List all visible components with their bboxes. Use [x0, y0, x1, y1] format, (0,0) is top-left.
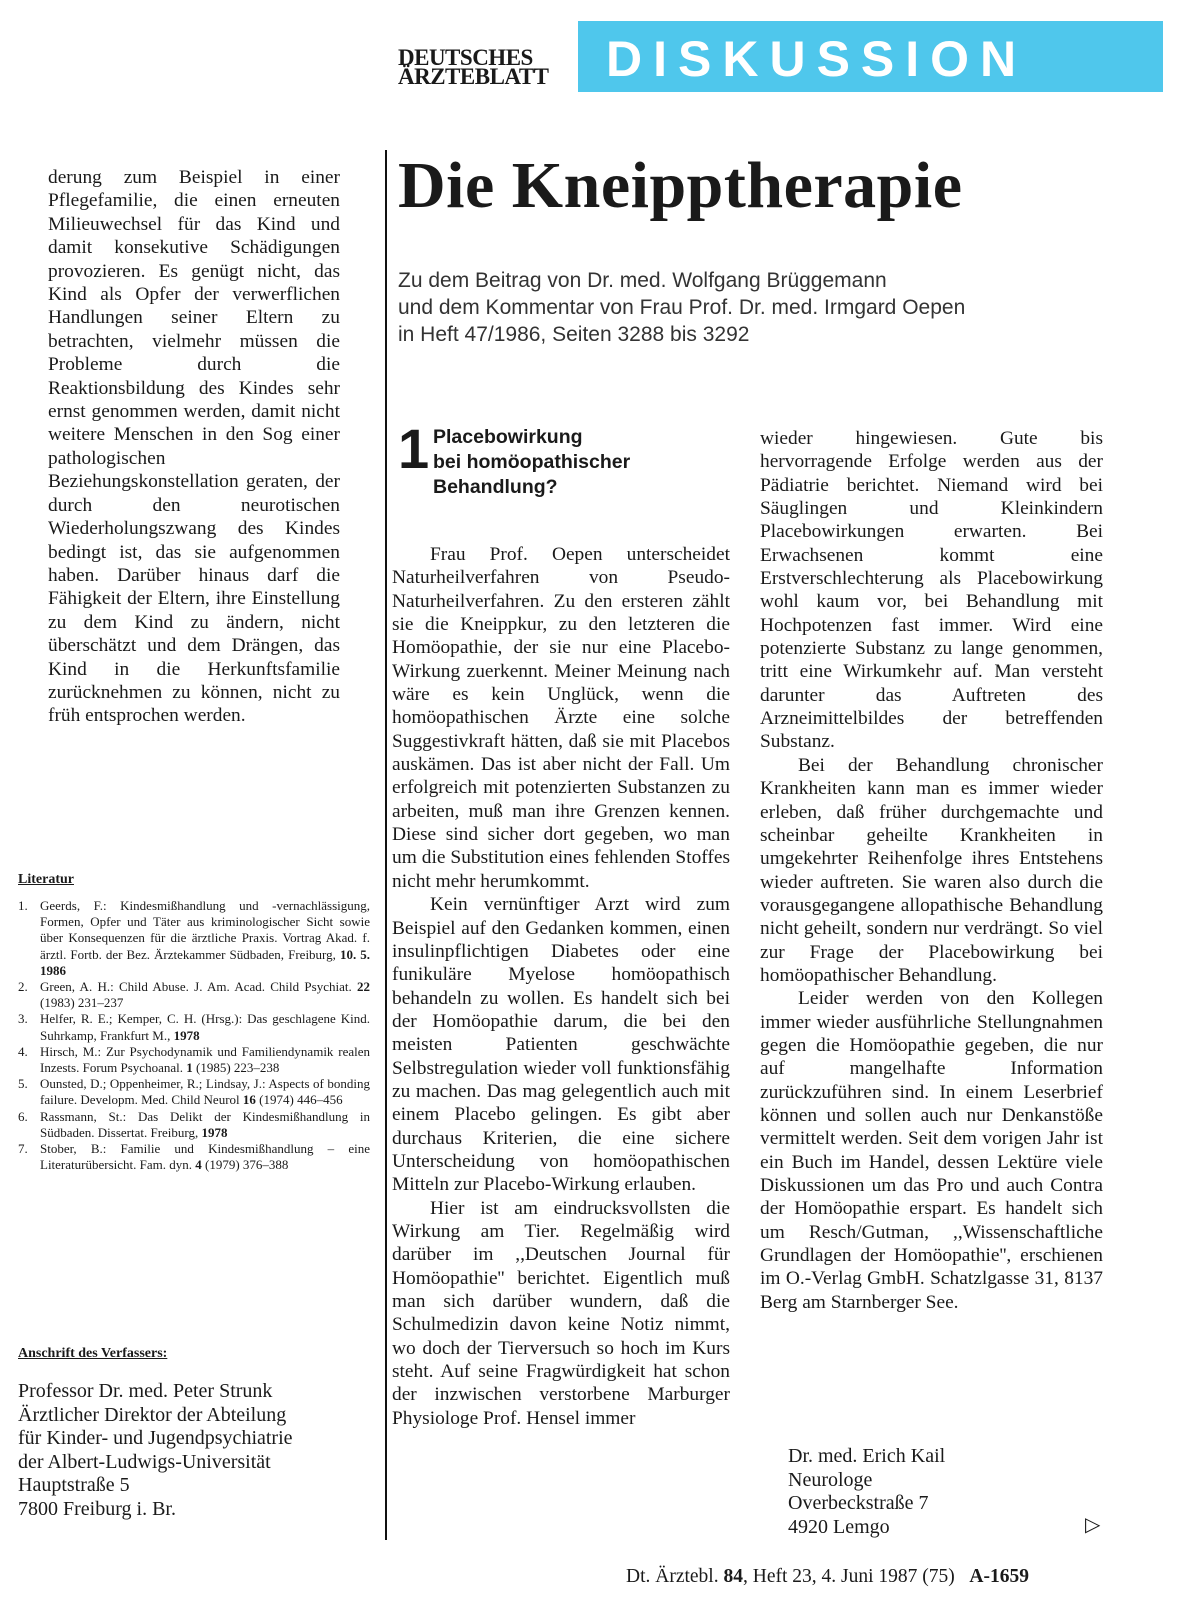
signature-line: Dr. med. Erich Kail	[788, 1445, 946, 1467]
footer-page: A-1659	[969, 1566, 1029, 1587]
reference-text: Rassmann, St.: Das Delikt der Kindesmißhandlung in Südbaden. Dissertat. Freiburg, 1978	[40, 1108, 370, 1140]
reference-list	[18, 898, 370, 1173]
article-column-2	[760, 427, 1103, 1314]
continue-arrow-icon: ▷	[1085, 1514, 1101, 1536]
reference-item	[18, 1076, 370, 1108]
footer-issue: , Heft 23, 4. Juni 1987 (75)	[742, 1566, 955, 1587]
paragraph: Frau Prof. Oepen unterscheidet Naturheilverfahren von Pseudo-Naturheilverfahren. Zu den ersteren zählt sie die Kneippkur, zu den letzteren die Homöopathie, der sie nur eine Placebo-Wirkung zuerkennt. Meiner Meinung nach wäre es kein Unglück, wenn die homöopathischen Ärzte eine solche Suggestivkraft hätten, daß sie mit Placebos auskämen. Das ist aber nicht der Fall. Um erfolgreich mit potenzierten Substanzen zu arbeiten, muß man ihre Grenzen kennen. Diese sind sicher dort gegeben, wo man um die Substitution eines fehlenden Stoffes nicht mehr herumkommt.	[392, 544, 730, 892]
reference-item	[18, 1044, 370, 1076]
letter-signature	[788, 1445, 945, 1539]
left-column	[48, 166, 340, 728]
section-heading-line: bei homöopathischer	[433, 451, 631, 473]
subtitle-line: und dem Kommentar von Frau Prof. Dr. med. Irmgard Oepen	[398, 296, 966, 319]
reference-text: Helfer, R. E.; Kemper, C. H. (Hrsg.): Das geschlagene Kind. Suhrkamp, Frankfurt M., 1978	[40, 1011, 370, 1043]
author-address	[18, 1380, 293, 1522]
reference-item	[18, 1141, 370, 1173]
reference-text: Green, A. H.: Child Abuse. J. Am. Acad. Child Psychiat. 22 (1983) 231–237	[40, 979, 370, 1011]
reference-text: Stober, B.: Familie und Kindesmißhandlung – eine Literaturübersicht. Fam. dyn. 4 (1979) 376–388	[40, 1141, 370, 1173]
paragraph: wieder hingewiesen. Gute bis hervorragende Erfolge werden aus der Pädiatrie berichtet. Niemand wird bei Säuglingen und Kleinkindern Placebowirkungen erwarten. Bei Erwachsenen kommt eine Erstverschlechterung als Placebowirkung wohl kaum vor, bei Behandlung mit Hochpotenzen fast immer. Wird eine potenzierte Substanz zu lange genommen, tritt eine Wirkumkehr auf. Man versteht darunter das Auftreten des Arzneimittelbildes der betreffenden Substanz.	[760, 428, 1103, 753]
article-column-1	[392, 543, 730, 1430]
address-line: Professor Dr. med. Peter Strunk	[18, 1380, 273, 1402]
reference-number: 5.	[18, 1076, 28, 1092]
subtitle-line: in Heft 47/1986, Seiten 3288 bis 3292	[398, 323, 750, 346]
column-divider	[385, 150, 387, 1540]
reference-number: 6.	[18, 1108, 28, 1124]
section-heading-line: Behandlung?	[433, 476, 558, 498]
footer-journal: Dt. Ärztebl.	[626, 1566, 724, 1587]
reference-item	[18, 1109, 370, 1141]
signature-line: Overbeckstraße 7	[788, 1492, 929, 1515]
reference-number: 2.	[18, 979, 28, 995]
address-line: 7800 Freiburg i. Br.	[18, 1497, 176, 1520]
address-heading: Anschrift des Verfassers:	[18, 1346, 168, 1361]
signature-line: Neurologe	[788, 1468, 873, 1491]
reference-text: Ounsted, D.; Oppenheimer, R.; Lindsay, J.: Aspects of bonding failure. Developm. Med. Child Neurol 16 (1974) 446–456	[40, 1076, 370, 1108]
reference-number: 3.	[18, 1011, 28, 1027]
page-footer	[626, 1566, 1029, 1588]
reference-text: Geerds, F.: Kindesmißhandlung und -vernachlässigung, Formen, Opfer und Täter aus kriminologischer Sicht sowie über Konsequenzen für die ärztliche Praxis. Vortrag Akad. f. ärztl. Fortb. der Bez. Ärztekammer Südbaden, Freiburg, 10. 5. 1986	[40, 898, 371, 978]
reference-number: 1.	[18, 898, 28, 913]
reference-item	[18, 979, 370, 1011]
section-heading	[433, 425, 630, 500]
section-number: 1	[398, 417, 430, 480]
reference-text: Hirsch, M.: Zur Psychodynamik und Familiendynamik realen Inzests. Forum Psychoanal. 1 (1985) 223–238	[40, 1043, 370, 1076]
section-label: DISKUSSION	[606, 31, 1028, 87]
masthead-line2: ÄRZTEBLATT	[398, 64, 549, 89]
paragraph: Kein vernünftiger Arzt wird zum Beispiel auf den Gedanken kommen, einen insulinpflichtigen Diabetes oder eine funikuläre Myelose homöopathisch behandeln zu wollen. Es handelt sich bei der Homöopathie darum, die bei den meisten Patienten geschwächte Selbstregulation wieder voll funktionsfähig zu machen. Das mag gelegentlich auch mit einem Placebo gelingen. Es gibt aber durchaus Kriterien, die eine sichere Unterscheidung von homöopathischen Mitteln zur Placebo-Wirkung erlauben.	[392, 894, 730, 1196]
paragraph: Leider werden von den Kollegen immer wieder ausführliche Stellungnahmen gegen die Homöopathie gegeben, die nur auf mangelhafte Information zurückzuführen sind. In einem Leserbrief können und sollen auch nur Denkanstöße vermittelt werden. Seit dem vorigen Jahr ist ein Buch im Handel, dessen Lektüre viele Diskussionen um das Pro und auch Contra der Homöopathie erspart. Es handelt sich um Resch/Gutman, ,,Wissenschaftliche Grundlagen der Homöopathie'', erschienen im O.-Verlag GmbH. Schatzlgasse 31, 8137 Berg am Starnberger See.	[760, 988, 1103, 1313]
reference-number: 4.	[18, 1043, 28, 1059]
footer-volume: 84	[723, 1566, 743, 1587]
article-subtitle	[398, 267, 965, 348]
masthead-line1: DEUTSCHES	[398, 45, 533, 70]
paragraph: Bei der Behandlung chronischer Krankheiten kann man es immer wieder erleben, daß früher durchgemachte und scheinbar geheilte Krankheiten in umgekehrter Reihenfolge ihres Entstehens wieder auftreten. Sie waren also durch die vorausgegangene allopathische Behandlung nicht geheilt, sondern nur verdrängt. So viel zur Frage der Placebowirkung bei homöopathischer Behandlung.	[760, 754, 1103, 986]
subtitle-line: Zu dem Beitrag von Dr. med. Wolfgang Brüggemann	[398, 269, 887, 292]
address-line: für Kinder- und Jugendpsychiatrie	[18, 1427, 293, 1450]
address-line: Ärztlicher Direktor der Abteilung	[18, 1403, 287, 1426]
literature-heading: Literatur	[18, 872, 74, 887]
signature-line: 4920 Lemgo	[788, 1515, 890, 1538]
address-line: der Albert-Ludwigs-Universität	[18, 1450, 271, 1473]
paragraph: Hier ist am eindrucksvollsten die Wirkung am Tier. Regelmäßig wird darüber im ,,Deutschen Journal für Homöopathie'' berichtet. Eigentlich muß man sich darüber wundern, daß die Schulmedizin davon keine Notiz nimmt, wo doch der Tierversuch so hoch im Kurs steht. Auf seine Fragwürdigkeit hat schon der inzwischen verstorbene Marburger Physiologe Prof. Hensel immer	[392, 1197, 730, 1429]
address-line: Hauptstraße 5	[18, 1474, 130, 1497]
masthead-logo	[398, 45, 549, 89]
section-heading-line: Placebowirkung	[433, 426, 583, 448]
reference-number: 7.	[18, 1141, 28, 1157]
reference-item	[18, 898, 370, 979]
left-column-text: derung zum Beispiel in einer Pflegefamilie, die einen erneuten Milieuwechsel für das Kind und damit konsekutive Schädigungen provozieren. Es genügt nicht, das Kind als Opfer der verwerflichen Handlungen seiner Eltern zu betrachten, vielmehr müssen die Probleme durch die Reaktionsbildung des Kindes sehr ernst genommen werden, damit nicht weitere Menschen in den Sog einer pathologischen Beziehungskonstellation geraten, der durch den neurotischen Wiederholungszwang des Kindes bedingt ist, das sie aufgenommen haben. Darüber hinaus darf die Fähigkeit der Eltern, ihre Einstellung zu dem Kind zu ändern, nicht überschätzt und dem Drängen, das Kind in die Herkunftsfamilie zurücknehmen zu können, nicht zu früh entsprochen werden.	[48, 167, 340, 727]
reference-item	[18, 1011, 370, 1043]
article-title: Die Kneipptherapie	[398, 149, 963, 222]
